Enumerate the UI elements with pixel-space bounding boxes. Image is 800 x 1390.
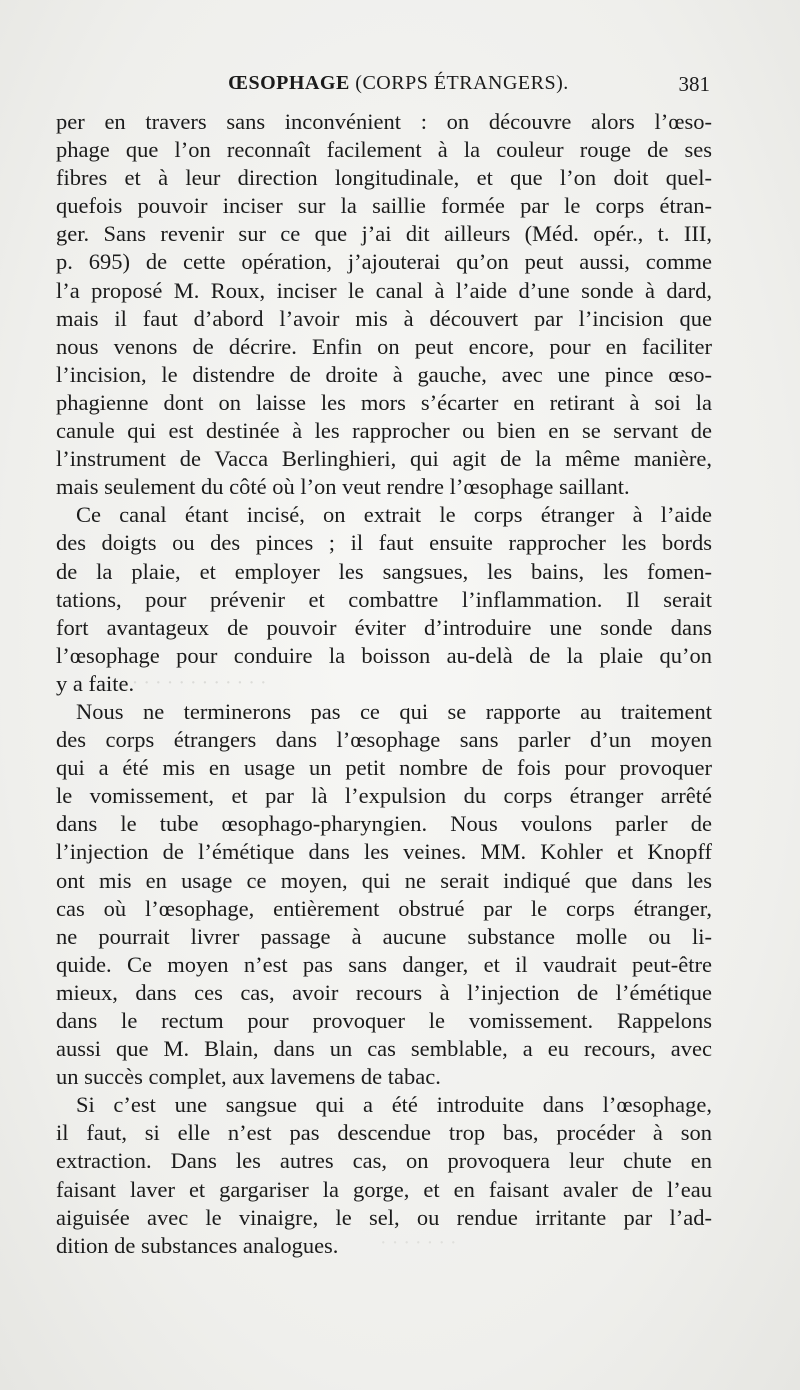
text-line: mieux, dans ces cas, avoir recours à l’injection de l’émétique: [56, 979, 712, 1005]
text-line: extraction. Dans les autres cas, on provoquera leur chute en: [56, 1148, 712, 1174]
text-line: p. 695) de cette opération, j’ajouterai qu’on peut aussi, comme: [56, 249, 712, 275]
text-line: des doigts ou des pinces ; il faut ensuite rapprocher les bords: [56, 530, 712, 556]
text-line: y a faite.: [56, 670, 135, 696]
text-line: phage que l’on reconnaît facilement à la couleur rouge de ses: [56, 137, 712, 163]
text-line: l’œsophage pour conduire la boisson au-delà de la plaie qu’on: [56, 642, 712, 668]
running-title-sub: (CORPS ÉTRANGERS).: [355, 72, 569, 94]
text-line: tations, pour prévenir et combattre l’inflammation. Il serait: [56, 586, 712, 612]
text-line: le vomissement, et par là l’expulsion du corps étranger arrêté: [56, 783, 712, 809]
text-line: dition de substances analogues.: [56, 1232, 339, 1258]
text-line: l’incision, le distendre de droite à gauche, avec une pince œso-: [56, 361, 712, 387]
bleed-through-text: · · · · · · · · · · · · ·: [120, 672, 267, 694]
text-line: faisant laver et gargariser la gorge, et en faisant avaler de l’eau: [56, 1176, 712, 1202]
running-title-main: ŒSOPHAGE: [228, 72, 350, 94]
text-line: l’a proposé M. Roux, inciser le canal à l’aide d’une sonde à dard,: [56, 277, 712, 303]
text-line: mais il faut d’abord l’avoir mis à découvert par l’incision que: [56, 305, 712, 331]
running-title: [228, 72, 569, 95]
text-line: Si c’est une sangsue qui a été introduite dans l’œsophage,: [76, 1092, 712, 1118]
text-line: des corps étrangers dans l’œsophage sans parler d’un moyen: [56, 727, 712, 753]
page-header: [58, 72, 710, 102]
text-line: nous venons de décrire. Enfin on peut encore, pour en faciliter: [56, 333, 712, 359]
text-line: ont mis en usage ce moyen, qui ne serait indiqué que dans les: [56, 867, 712, 893]
body-text: [56, 108, 712, 1260]
page-number: 381: [678, 72, 710, 96]
text-line: quide. Ce moyen n’est pas sans danger, et il vaudrait peut-être: [56, 951, 712, 977]
text-line: dans le tube œsophago-pharyngien. Nous voulons parler de: [56, 811, 712, 837]
text-line: fibres et à leur direction longitudinale, et que l’on doit quel-: [56, 165, 712, 191]
text-line: qui a été mis en usage un petit nombre de fois pour provoquer: [56, 755, 712, 781]
text-line: cas où l’œsophage, entièrement obstrué par le corps étranger,: [56, 895, 712, 921]
text-line: l’instrument de Vacca Berlinghieri, qui agit de la même manière,: [56, 446, 712, 472]
text-line: aussi que M. Blain, dans un cas semblable, a eu recours, avec: [56, 1036, 712, 1062]
text-line: de la plaie, et employer les sangsues, les bains, les fomen-: [56, 558, 712, 584]
text-line: l’injection de l’émétique dans les veines. MM. Kohler et Knopff: [56, 839, 712, 865]
text-line: Nous ne terminerons pas ce qui se rapporte au traitement: [76, 698, 712, 724]
text-line: mais seulement du côté où l’on veut rendre l’œsophage saillant.: [56, 474, 630, 500]
text-line: fort avantageux de pouvoir éviter d’introduire une sonde dans: [56, 614, 712, 640]
text-line: un succès complet, aux lavemens de tabac.: [56, 1064, 441, 1090]
text-line: phagienne dont on laisse les mors s’écarter en retirant à soi la: [56, 389, 712, 415]
text-line: dans le rectum pour provoquer le vomissement. Rappelons: [56, 1008, 712, 1033]
text-line: canule qui est destinée à les rapprocher ou bien en se servant de: [56, 418, 712, 444]
text-line: ne pourrait livrer passage à aucune substance molle ou li-: [56, 923, 712, 949]
text-line: Ce canal étant incisé, on extrait le corps étranger à l’aide: [76, 502, 712, 528]
text-line: aiguisée avec le vinaigre, le sel, ou rendue irritante par l’ad-: [56, 1204, 712, 1230]
text-line: ger. Sans revenir sur ce que j’ai dit ailleurs (Méd. opér., t. III,: [56, 221, 712, 247]
bleed-through-text: · · · · · · ·: [380, 1232, 457, 1254]
text-line: per en travers sans inconvénient : on découvre alors l’œso-: [56, 109, 712, 134]
text-line: il faut, si elle n’est pas descendue trop bas, procéder à son: [56, 1120, 712, 1146]
text-line: quefois pouvoir inciser sur la saillie formée par le corps étran-: [56, 193, 712, 219]
